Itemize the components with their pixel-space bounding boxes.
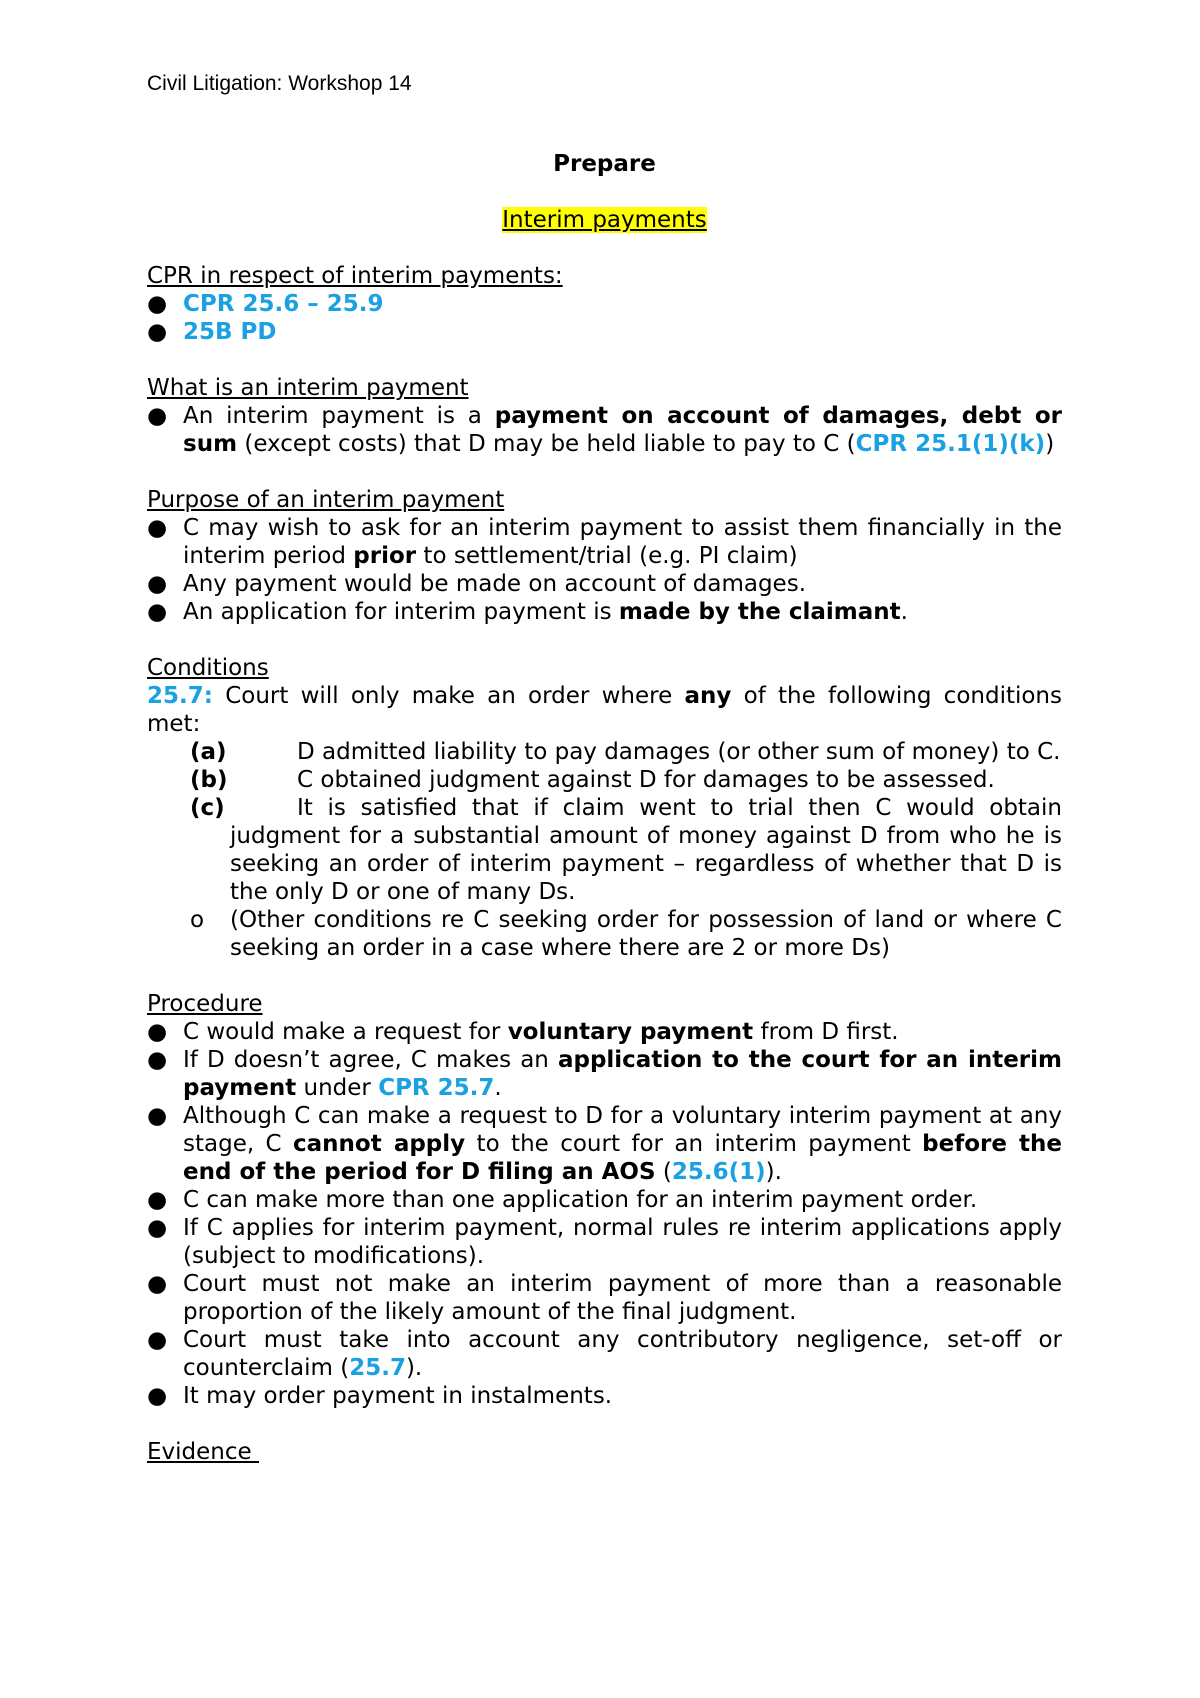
list-item [147,570,1062,598]
text-span: An application for interim payment is [183,599,619,625]
list-item [147,1102,1062,1186]
what-heading: What is an interim payment [147,375,469,401]
bold-span: any [684,683,732,709]
cpr-ref: 25.7: [147,683,213,709]
text-span: . [900,599,908,625]
condition-label: (b) [190,767,228,793]
list-item [147,1046,1062,1102]
bullet-icon: ● [147,599,168,625]
condition-item [147,766,1062,794]
list-item [147,1270,1062,1326]
cpr-ref: 25.7 [349,1355,406,1381]
text-span: Although C can make a request to D for a voluntary interim payment at any stage, C [183,1103,1062,1157]
text-span: If D doesn’t agree, C makes an [183,1047,558,1073]
text-span: C would make a request for [183,1019,508,1045]
purpose-section [147,486,1062,626]
procedure-list [147,1018,1062,1410]
bullet-icon: ● [147,1103,168,1129]
cpr-ref: CPR 25.6 – 25.9 [183,291,384,317]
condition-text-wrap [230,766,1062,794]
list-item [147,598,1062,626]
bullet-icon: ● [147,1271,168,1297]
text-span: Court must take into account any contributory negligence, set-off or counterclaim ( [183,1327,1062,1381]
purpose-heading: Purpose of an interim payment [147,487,505,513]
bullet-icon: ● [147,1187,168,1213]
text-span: of the following conditions met: [147,683,1062,737]
evidence-section [147,1438,1062,1466]
list-item [147,1018,1062,1046]
procedure-section [147,990,1062,1410]
text-span: Any payment would be made on account of damages. [183,571,806,597]
evidence-heading: Evidence [147,1439,259,1465]
list-item [147,290,1062,318]
text-span: . [494,1075,502,1101]
condition-text-wrap [230,738,1062,766]
cpr-ref: CPR 25.1(1)(k) [855,431,1046,457]
procedure-heading: Procedure [147,991,263,1017]
circle-bullet-icon: o [190,907,205,933]
bullet-icon: ● [147,291,168,317]
purpose-list [147,514,1062,626]
bold-span: prior [353,543,417,569]
conditions-section [147,654,1062,962]
conditions-heading: Conditions [147,655,269,681]
bullet-icon: ● [147,571,168,597]
bold-span: application to the court for an interim payment [183,1047,1062,1101]
document-title: Prepare [553,151,656,177]
document-body [147,70,1062,1466]
other-conditions-item [147,906,1062,962]
list-item [147,514,1062,570]
bullet-icon: ● [147,515,168,541]
bullet-icon: ● [147,1047,168,1073]
condition-text: D admitted liability to pay damages (or other sum of money) to C. [297,739,1061,765]
bold-span: voluntary payment [507,1019,754,1045]
text-span: (except costs) that D may be held liable to pay to C ( [237,431,856,457]
text-span: (Other conditions re C seeking order for possession of land or where C seeking an order in a case where there are 2 or more Ds) [230,907,1062,961]
condition-text: C obtained judgment against D for damages to be assessed. [297,767,995,793]
what-list [147,402,1062,458]
text-span: to settlement/trial (e.g. PI claim) [416,543,798,569]
list-item [147,1214,1062,1270]
list-item [147,1186,1062,1214]
list-item [147,402,1062,458]
bold-span: before the end of the period for D filing an AOS [183,1131,1063,1185]
cpr-section [147,262,1062,346]
cpr-ref: CPR 25.7 [378,1075,495,1101]
cpr-ref: 25B PD [183,319,277,345]
bullet-icon: ● [147,1019,168,1045]
condition-item [147,738,1062,766]
text-span: Court must not make an interim payment of more than a reasonable proportion of the likely amount of the final judgment. [183,1271,1062,1325]
bold-span: payment on account of damages, debt or sum [183,403,1062,457]
condition-label: (a) [190,739,227,765]
text-span: C can make more than one application for an interim payment order. [183,1187,978,1213]
cpr-ref: 25.6(1) [671,1159,766,1185]
bullet-icon: ● [147,1383,168,1409]
document-subtitle [147,206,1062,234]
condition-item [147,794,1062,906]
text-span: ) [1045,431,1055,457]
conditions-intro [147,682,1062,738]
cpr-heading: CPR in respect of interim payments: [147,263,563,289]
bold-span: made by the claimant [618,599,901,625]
text-span: An interim payment is a [183,403,495,429]
what-section [147,374,1062,458]
bullet-icon: ● [147,403,168,429]
highlighted-subtitle: Interim payments [502,207,707,233]
page-header: Civil Litigation: Workshop 14 [147,72,412,95]
text-span: It may order payment in instalments. [183,1383,613,1409]
bullet-icon: ● [147,319,168,345]
text-span: If C applies for interim payment, normal rules re interim applications apply (subject to modifications). [183,1215,1062,1269]
condition-text-wrap [230,794,1062,906]
text-span: C may wish to ask for an interim payment to assist them financially in the interim period [183,515,1062,569]
list-item [147,318,1062,346]
text-span: Court will only make an order where [212,683,685,709]
text-span: ). [405,1355,423,1381]
bullet-icon: ● [147,1327,168,1353]
text-span: to the court for an interim payment [465,1131,923,1157]
bold-span: cannot apply [293,1131,466,1157]
bullet-icon: ● [147,1215,168,1241]
text-span: ( [655,1159,672,1185]
condition-text: It is satisfied that if claim went to trial then C would obtain judgment for a substantial amount of money against D from who he is seeking an order of interim payment – regardless of whether that D is the only D or one of many Ds. [230,795,1062,905]
text-span: from D first. [753,1019,899,1045]
text-span: ). [765,1159,782,1185]
list-item [147,1382,1062,1410]
text-span: under [296,1075,379,1101]
list-item [147,1326,1062,1382]
cpr-list [147,290,1062,346]
condition-label: (c) [190,795,225,821]
